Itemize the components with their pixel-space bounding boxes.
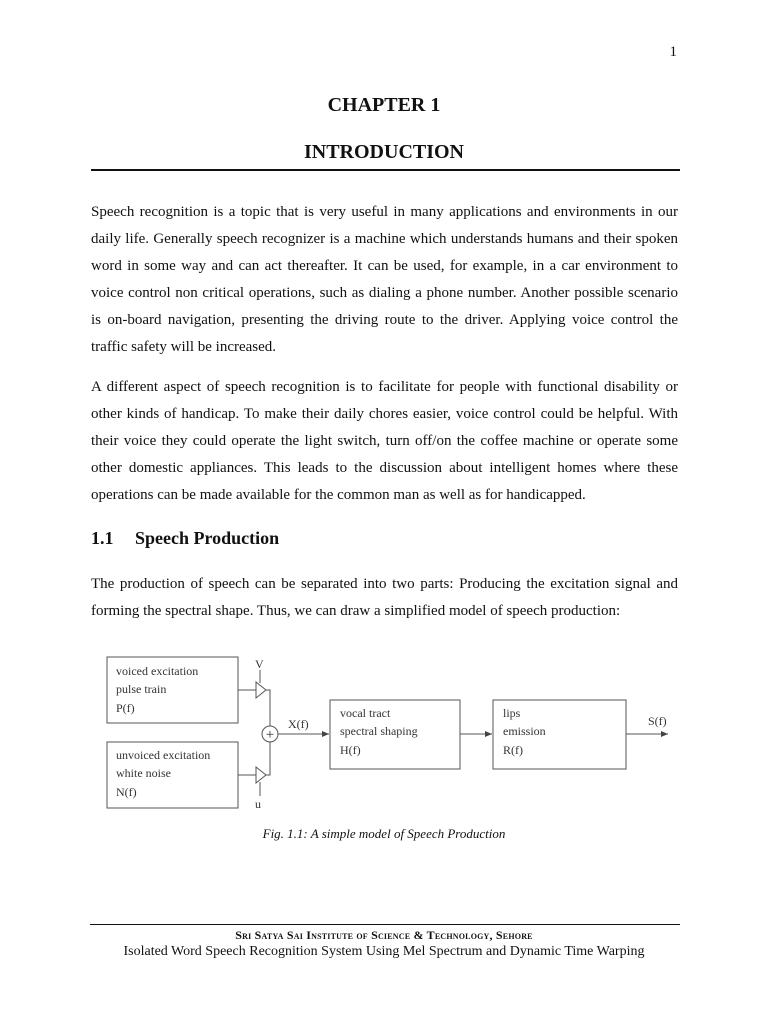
page-number: 1: [669, 44, 677, 60]
speech-production-diagram: [100, 648, 680, 820]
section-heading: [91, 528, 279, 549]
unvoiced-box-line-3: N(f): [116, 785, 137, 799]
x-signal-label: X(f): [288, 717, 309, 731]
chapter-title: INTRODUCTION: [303, 141, 465, 163]
voiced-box-line-2: pulse train: [116, 682, 167, 696]
section-title: Speech Production: [135, 528, 280, 548]
voiced-gain-amplifier: [256, 682, 266, 698]
voiced-box-line-3: P(f): [116, 701, 135, 715]
footer-rule: [90, 924, 680, 925]
gain-u-label: u: [255, 797, 261, 811]
vocal-box-line-3: H(f): [340, 743, 361, 757]
lips-box-line-3: R(f): [503, 743, 523, 757]
voiced-box-line-1: voiced excitation: [116, 664, 199, 678]
footer-institute: Sri Satya Sai Institute of Science & Technology, Sehore: [235, 928, 533, 942]
paragraph-speech-production: The production of speech can be separated into two parts: Producing the excitation signal and forming the spectral shape. Thus, we can draw a simplified model of speech production:: [91, 576, 678, 619]
chapter-label: CHAPTER 1: [327, 94, 441, 116]
unvoiced-box-line-2: white noise: [116, 766, 171, 780]
unvoiced-box-line-1: unvoiced excitation: [116, 748, 211, 762]
vocal-box-line-2: spectral shaping: [340, 724, 418, 738]
paragraph-disability: A different aspect of speech recognition is to facilitate for people with functional disability or other kinds of handicap. To make their daily chores easier, voice control could be helpful. With their voice they could operate the light switch, turn off/on the coffee machine or operate some other domestic appliances. This leads to the discussion about intelligent homes where these operations can be made available for the common man as well as for handicapped.: [91, 379, 678, 503]
lips-box-line-2: emission: [503, 724, 546, 738]
s-signal-label: S(f): [648, 714, 667, 728]
vocal-box-line-1: vocal tract: [340, 706, 391, 720]
lips-box-line-1: lips: [503, 706, 521, 720]
unvoiced-gain-amplifier: [256, 767, 266, 783]
gain-v-label: V: [255, 657, 264, 671]
section-number: 1.1: [91, 528, 114, 548]
summing-symbol: +: [265, 727, 275, 743]
paragraph-intro: Speech recognition is a topic that is very useful in many applications and environments in our daily life. Generally speech recognizer is a machine which understands humans and their spoken word in some way and can act thereafter. It can be used, for example, in a car environment to voice control non critical operations, such as dialing a phone number. Another possible scenario is on-board navigation, presenting the driving route to the driver. Applying voice control the traffic safety will be increased.: [91, 204, 678, 355]
figure-caption: Fig. 1.1: A simple model of Speech Production: [262, 826, 506, 841]
footer-title: Isolated Word Speech Recognition System Using Mel Spectrum and Dynamic Time Warping: [123, 944, 645, 959]
title-rule: [91, 169, 680, 171]
